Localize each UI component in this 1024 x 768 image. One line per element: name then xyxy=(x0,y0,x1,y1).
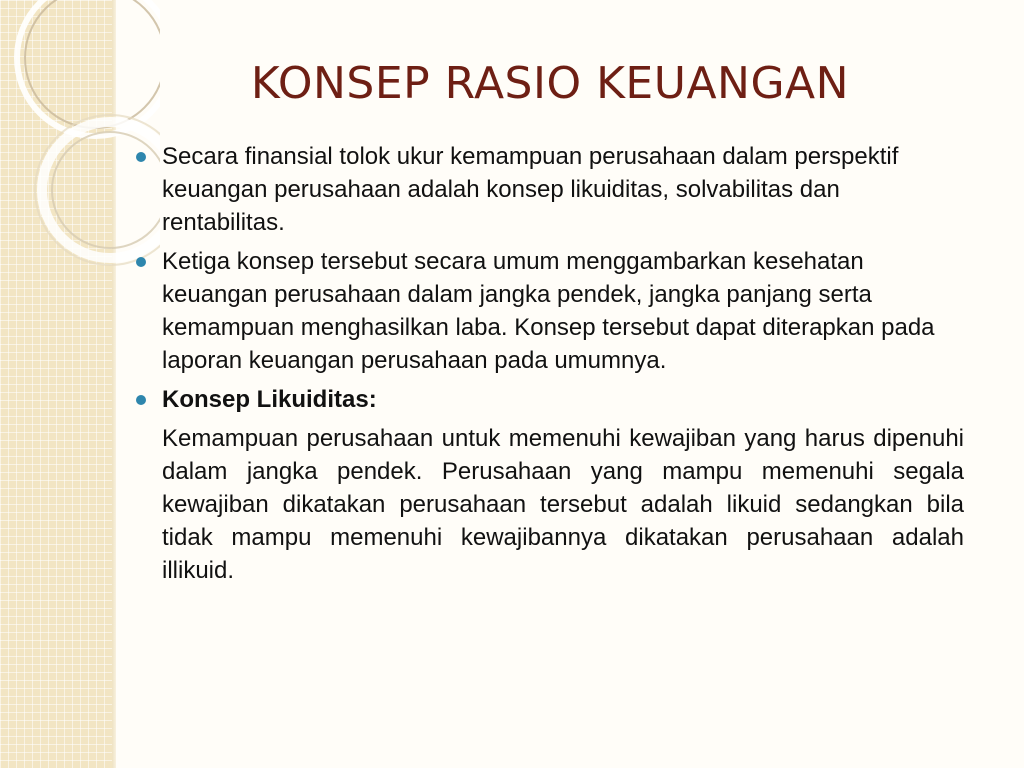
circle-bullet-icon xyxy=(136,152,146,162)
bullet-item xyxy=(136,245,964,377)
slide-title: KONSEP RASIO KEUANGAN xyxy=(250,58,850,109)
bullet-text: Ketiga konsep tersebut secara umum menggambarkan kesehatan keuangan perusahaan dalam jangka pendek, jangka panjang serta kemampuan menghasilkan laba. Konsep tersebut dapat diterapkan pada laporan keuangan perusahaan pada umumnya. xyxy=(162,248,935,374)
bullet-item xyxy=(136,383,964,416)
circle-bullet-icon xyxy=(136,395,146,405)
definition-paragraph: Kemampuan perusahaan untuk memenuhi kewajiban yang harus dipenuhi dalam jangka pendek. Perusahaan yang mampu memenuhi segala kewajiban dikatakan perusahaan tersebut adalah likuid sedangkan bila tidak mampu memenuhi kewajibannya dikatakan perusahaan adalah illikuid. xyxy=(162,425,964,584)
bullet-text: Secara finansial tolok ukur kemampuan perusahaan dalam perspektif keuangan perusahaan adalah konsep likuiditas, solvabilitas dan rentabilitas. xyxy=(162,143,899,236)
circle-bullet-icon xyxy=(136,257,146,267)
bullet-heading: Konsep Likuiditas: xyxy=(162,386,377,413)
bullet-item xyxy=(136,140,964,239)
slide-content xyxy=(136,140,964,587)
